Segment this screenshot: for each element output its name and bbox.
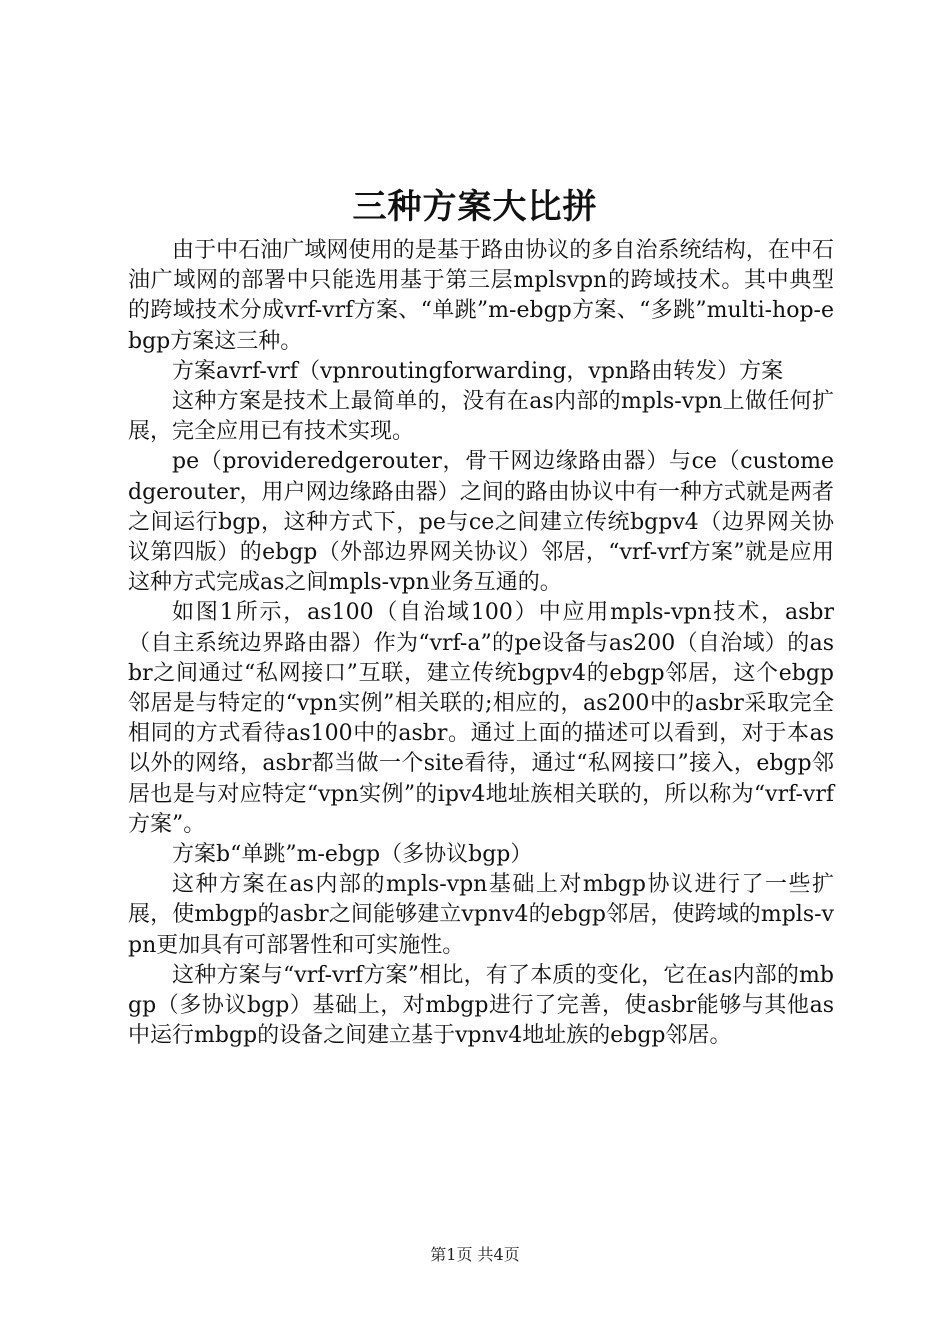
document-body: [128, 236, 834, 1051]
paragraph-intro: 由于中石油广域网使用的是基于路由协议的多自治系统结构，在中石油广域网的部署中只能选用基于第三层mplsvpn的跨域技术。其中典型的跨域技术分成vrf-vrf方案、“单跳”m-ebgp方案、“多跳”multi-hop-ebgp方案这三种。: [128, 238, 834, 354]
paragraph-plan-a-summary: 这种方案是技术上最简单的，没有在as内部的mpls-vpn上做任何扩展，完全应用已有技术实现。: [128, 389, 834, 445]
paragraph-pe-ce: pe（provideredgerouter，骨干网边缘路由器）与ce（customedgerouter，用户网边缘路由器）之间的路由协议中有一种方式就是两者之间运行bgp，这种方式下，pe与ce之间建立传统bgpv4（边界网关协议第四版）的ebgp（外部边界网关协议）邻居，“vrf-vrf方案”就是应用这种方式完成as之间mpls-vpn业务互通的。: [128, 449, 834, 596]
section-heading-plan-b: 方案b“单跳”m-ebgp（多协议bgp）: [172, 842, 533, 868]
section-heading-plan-a: 方案avrf-vrf（vpnroutingforwarding，vpn路由转发）方案: [172, 358, 784, 384]
paragraph-figure-1: 如图1所示，as100（自治域100）中应用mpls-vpn技术，asbr（自主系统边界路由器）作为“vrf-a”的pe设备与as200（自治域）的asbr之间通过“私网接口”互联，建立传统bgpv4的ebgp邻居，这个ebgp邻居是与特定的“vpn实例”相关联的;相应的，as200中的asbr采取完全相同的方式看待as100中的asbr。通过上面的描述可以看到，对于本as以外的网络，asbr都当做一个site看待，通过“私网接口”接入，ebgp邻居也是与对应特定“vpn实例”的ipv4地址族相关联的，所以称为“vrf-vrf方案”。: [128, 600, 834, 837]
page-footer: 第1页 共4页: [430, 1245, 520, 1264]
paragraph-plan-b-summary: 这种方案在as内部的mpls-vpn基础上对mbgp协议进行了一些扩展，使mbgp的asbr之间能够建立vpnv4的ebgp邻居，使跨域的mpls-vpn更加具有可部署性和可实施性。: [128, 872, 834, 958]
paragraph-plan-b-compare: 这种方案与“vrf-vrf方案”相比，有了本质的变化，它在as内部的mbgp（多协议bgp）基础上，对mbgp进行了完善，使asbr能够与其他as中运行mbgp的设备之间建立基于vpnv4地址族的ebgp邻居。: [128, 962, 834, 1049]
document-title: 三种方案大比拼: [352, 187, 598, 227]
